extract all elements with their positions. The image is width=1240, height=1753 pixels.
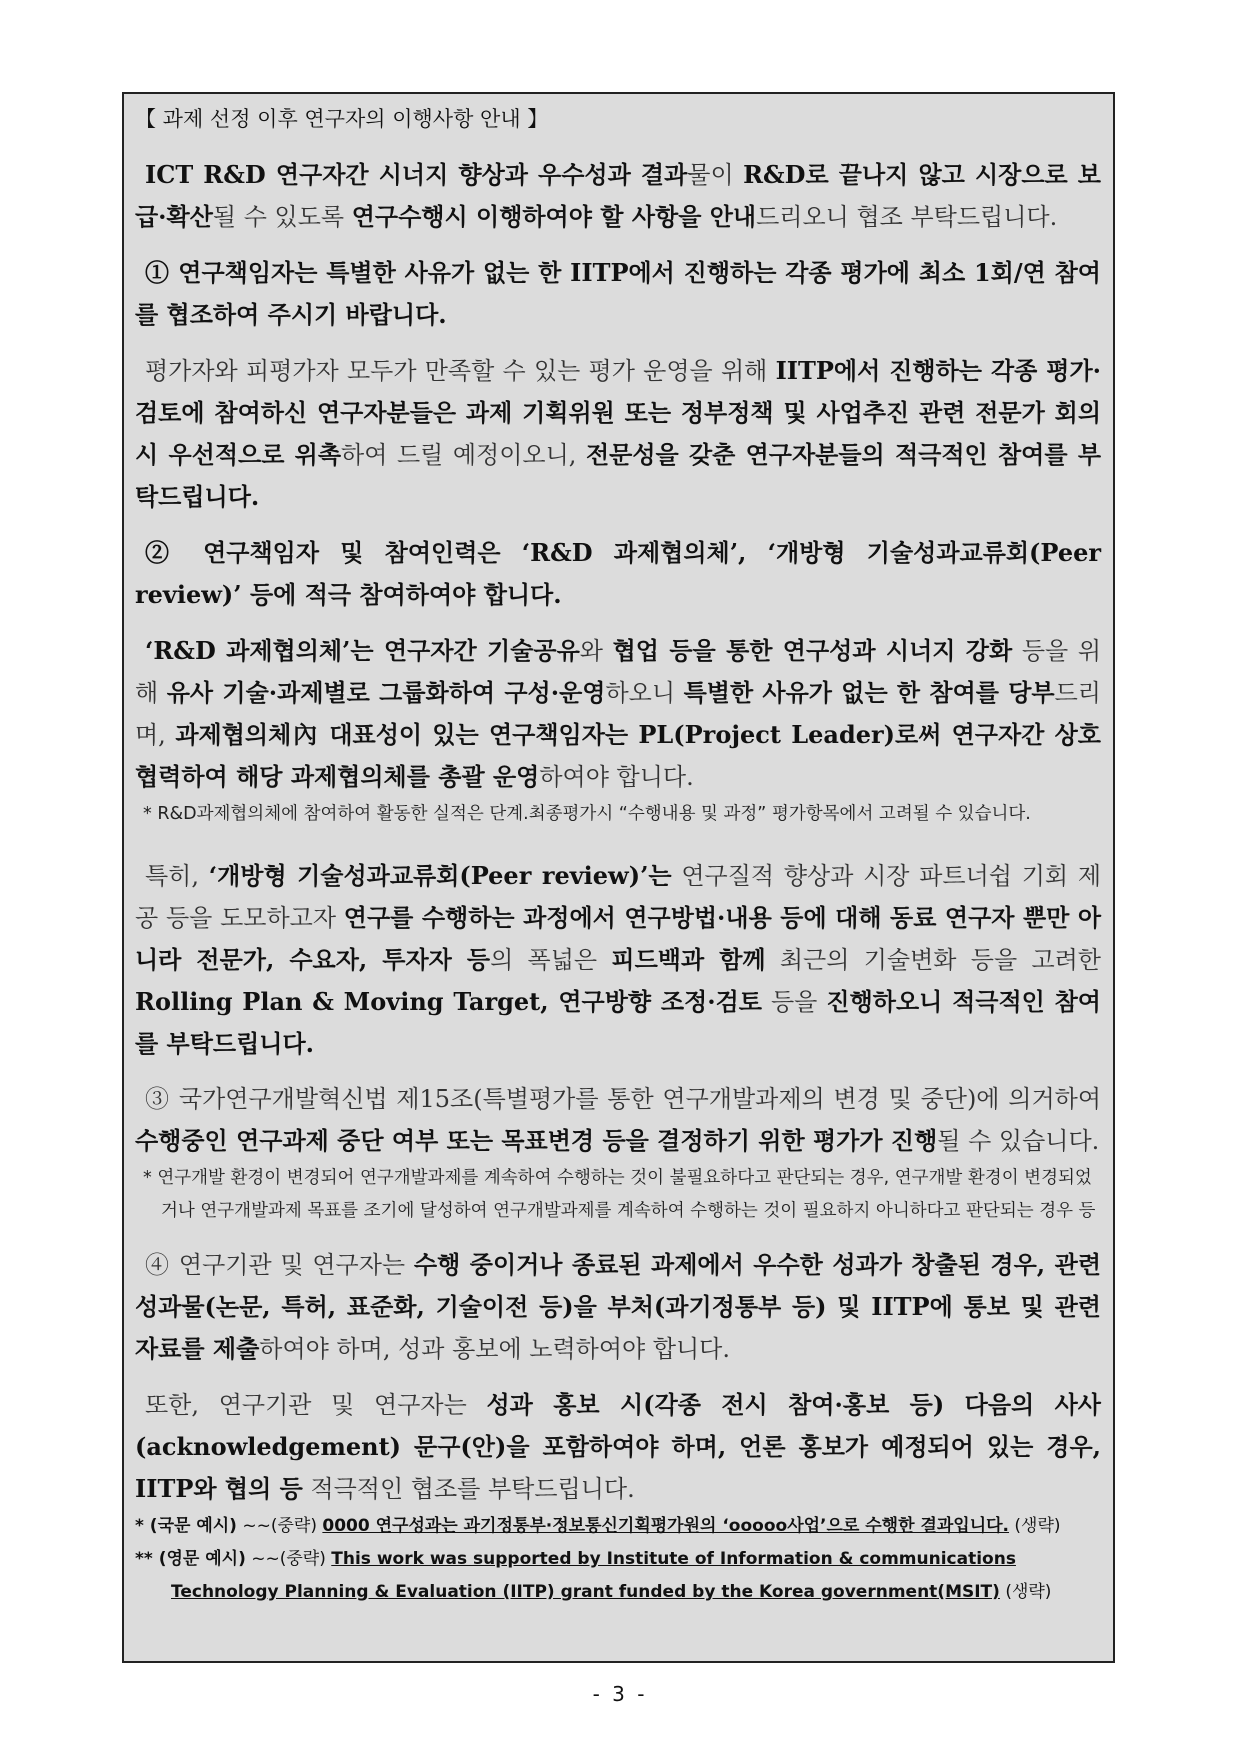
body-text: 평가자와 피평가자 모두가 만족할 수 있는 평가 운영을 위해	[145, 357, 776, 385]
body-text: 또한, 연구기관 및 연구자는	[145, 1391, 487, 1419]
body-text: 의 폭넓은	[490, 946, 612, 974]
body-text: 특히,	[145, 862, 209, 890]
emphasis-text: 과제협의체內 대표성이 있는 연구책임자는 PL(Project Leader)로써 연구자간 상호협력하여 해당 과제협의체를 총괄 운영	[135, 720, 1101, 791]
body-text: ④ 연구기관 및 연구자는	[145, 1251, 414, 1279]
item-2-detail	[135, 630, 1101, 798]
emphasis-text: 연구수행시 이행하여야 할 사항을 안내	[351, 202, 757, 231]
item-4-heading	[135, 1244, 1101, 1370]
example-korean-text: 0000 연구성과는 과기정통부·정보통신기획평가원의 ‘ooooo사업’으로 수행한 결과입니다.	[322, 1516, 1010, 1536]
emphasis-text: 피드백과 함께	[611, 945, 766, 974]
example-english-text: This work was supported by Institute of Information & communications Technology Planning & Evaluation (IITP) grant funded by the Korea government(MSIT)	[171, 1549, 1016, 1602]
item-4-detail	[135, 1384, 1101, 1510]
emphasis-text: ① 연구책임자는 특별한 사유가 없는 한 IITP에서 진행하는 각종 평가에 최소 1회/연 참여를 협조하여 주시기 바랍니다.	[135, 258, 1101, 329]
example-korean-label: * (국문 예시)	[135, 1516, 237, 1536]
emphasis-text: ‘R&D 과제협의체’는 연구자간 기술공유	[145, 636, 580, 665]
item-2-heading	[135, 532, 1101, 616]
example-english-label: ** (영문 예시)	[135, 1549, 246, 1569]
item-2-peer-review	[135, 855, 1101, 1065]
notice-box	[122, 92, 1115, 1663]
emphasis-text: 특별한 사유가 없는 한 참여를 당부	[683, 678, 1055, 707]
emphasis-text: 성과 홍보 시(각종 전시 참여·홍보 등) 다음의 사사(acknowledgement) 문구(안)을 포함하여야 하며, 언론 홍보가 예정되어 있는 경우, IITP와 협의 등	[135, 1390, 1101, 1503]
item-1-heading	[135, 252, 1101, 336]
emphasis-text: ② 연구책임자 및 참여인력은 ‘R&D 과제협의체’, ‘개방형 기술성과교류회(Peer review)’ 등에 적극 참여하여야 합니다.	[135, 538, 1101, 609]
body-text: 연구질적 향상과 시장 파트너쉽 기회 제공 등을 도모하고자	[135, 862, 1101, 932]
body-text: 물이	[687, 161, 744, 189]
emphasis-text: 전문성을 갖춘 연구자분들의 적극적인 참여를 부탁드립니다.	[135, 440, 1102, 511]
body-text: 하여야 하며, 성과 홍보에 노력하여야 합니다.	[259, 1335, 730, 1363]
emphasis-text: IITP에서 진행하는 각종 평가·검토에 참여하신 연구자분들은 과제 기획위원 또는 정부정책 및 사업추진 관련 전문가 회의시 우선적으로 위촉	[135, 356, 1102, 469]
page-number: - 3 -	[592, 1682, 648, 1706]
item-2-note: * R&D과제협의체에 참여하여 활동한 실적은 단계.최종평가시 “수행내용 및 과정” 평가항목에서 고려될 수 있습니다.	[143, 804, 1031, 824]
emphasis-text: 수행중인 연구과제 중단 여부 또는 목표변경 등을 결정하기 위한 평가가 진행	[135, 1126, 938, 1155]
item-1-detail	[135, 350, 1101, 518]
item-3-note: * 연구개발 환경이 변경되어 연구개발과제를 계속하여 수행하는 것이 불필요하다고 판단되는 경우, 연구개발 환경이 변경되었거나 연구개발과제 목표를 조기에 달성하여 연구개발과제를 계속하여 수행하는 것이 필요하지 아니하다고 판단되는 경우 등	[143, 1168, 1096, 1221]
body-text: 와	[579, 637, 613, 665]
emphasis-text: 진행하오니 적극적인 참여를 부탁드립니다.	[135, 987, 1101, 1058]
body-text: 등을	[761, 988, 827, 1016]
emphasis-text: R&D로 끝나지 않고 시장으로 보급·확산	[135, 160, 1101, 231]
example-english: ** (영문 예시) ~~(중략) This work was supported by Institute of Information & communications Technology Planning & Evaluation (IITP) grant funded by the Korea government(MSIT) (생략)	[135, 1549, 1052, 1602]
emphasis-text: 수행 중이거나 종료된 과제에서 우수한 성과가 창출된 경우, 관련 성과물(논문, 특허, 표준화, 기술이전 등)을 부처(과기정통부 등) 및 IITP에 통보 및 관련 자료를 제출	[135, 1250, 1102, 1363]
body-text: 하여 드릴 예정이오니,	[341, 441, 586, 469]
body-text: 드리며,	[135, 679, 1101, 749]
body-text: 될 수 있습니다.	[937, 1127, 1100, 1155]
body-text: 될 수 있도록	[212, 203, 352, 231]
body-text: 최근의 기술변화 등을 고려한	[765, 946, 1101, 974]
body-text: 하오니	[605, 679, 684, 707]
body-text: 적극적인 협조를 부탁드립니다.	[302, 1475, 635, 1503]
emphasis-text: 협업 등을 통한 연구성과 시너지 강화	[612, 636, 1013, 665]
example-korean: * (국문 예시) ~~(중략) 0000 연구성과는 과기정통부·정보통신기획평가원의 ‘ooooo사업’으로 수행한 결과입니다. (생략)	[135, 1516, 1061, 1536]
emphasis-text: Rolling Plan & Moving Target, 연구방향 조정·검토	[135, 987, 762, 1016]
emphasis-text: ICT R&D 연구자간 시너지 향상과 우수성과 결과	[145, 160, 688, 189]
notice-title: 【 과제 선정 이후 연구자의 이행사항 안내 】	[135, 107, 549, 131]
body-text: 하여야 합니다.	[539, 763, 694, 791]
emphasis-text: 연구를 수행하는 과정에서 연구방법·내용 등에 대해 동료 연구자 뿐만 아니라 전문가, 수요자, 투자자 등	[135, 903, 1101, 974]
emphasis-text: 유사 기술·과제별로 그룹화하여 구성·운영	[166, 678, 606, 707]
item-3-heading	[135, 1079, 1101, 1162]
intro-paragraph	[135, 154, 1101, 238]
body-text: ③ 국가연구개발혁신법 제15조(특별평가를 통한 연구개발과제의 변경 및 중단)에 의거하여	[145, 1085, 1101, 1113]
emphasis-text: ‘개방형 기술성과교류회(Peer review)’는	[208, 861, 672, 890]
body-text: 드리오니 협조 부탁드립니다.	[756, 203, 1058, 231]
body-text: 등을 위해	[135, 637, 1102, 707]
